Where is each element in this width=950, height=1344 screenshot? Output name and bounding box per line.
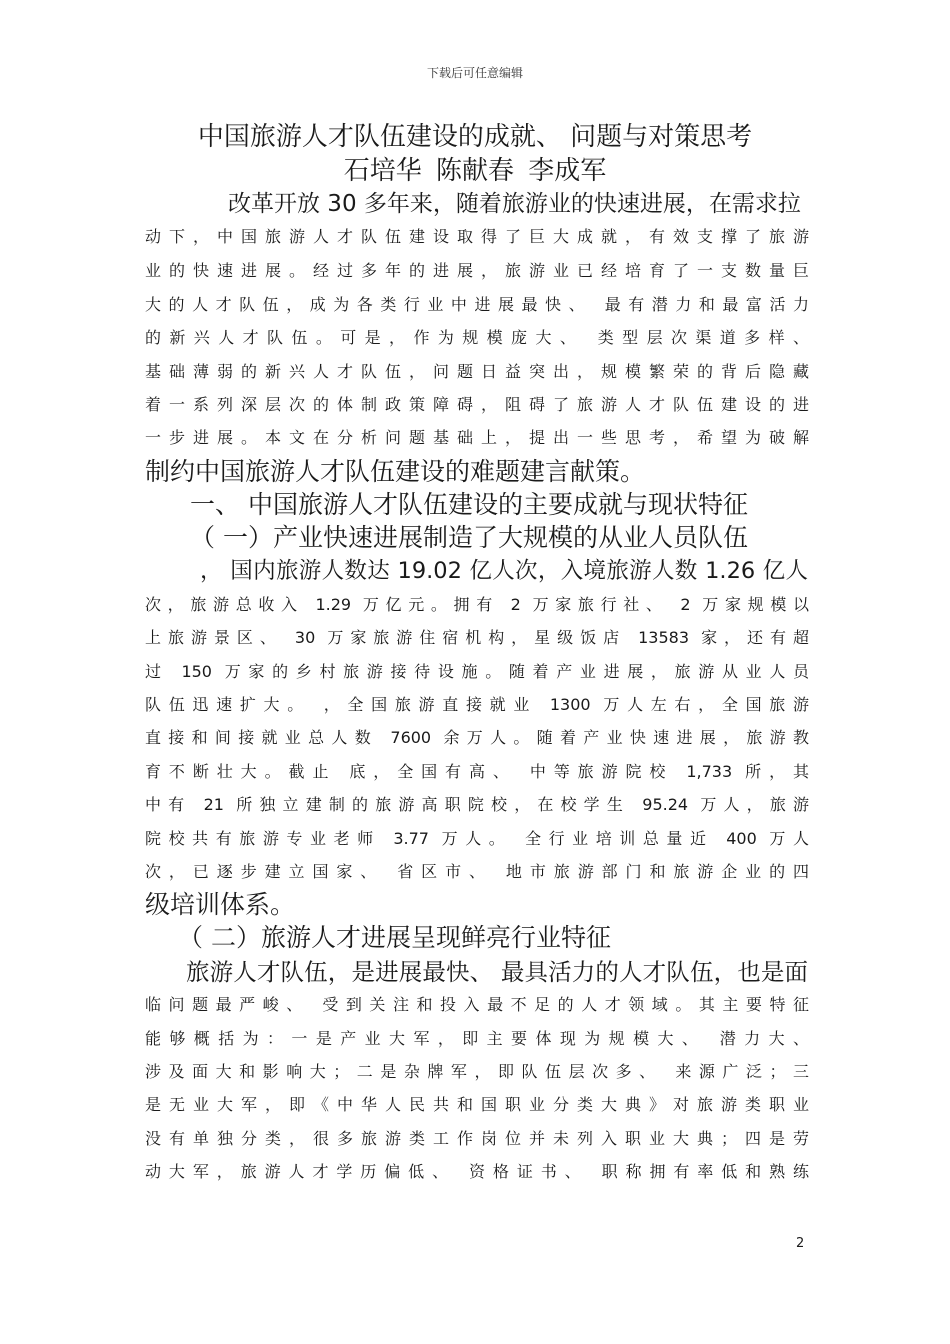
body-line: 次，已逐步建立国家、 省区市、 地市旅游部门和旅游企业的四 (145, 862, 809, 881)
body-line: 能够概括为：一是产业大军，即主要体现为规模大、 潜力大、 (145, 1029, 809, 1048)
subsection-heading: （ 二）旅游人才进展呈现鲜亮行业特征 (178, 923, 611, 952)
document-title: 中国旅游人才队伍建设的成就、 问题与对策思考 (197, 122, 753, 152)
page-number: 2 (796, 1236, 805, 1251)
body-line: 过 150 万家的乡村旅游接待设施。随着产业进展，旅游从业人员 (145, 662, 809, 681)
subsection-heading: （ 一）产业快速进展制造了大规模的从业人员队伍 (190, 523, 748, 552)
body-line: 临问题最严峻、 受到关注和投入最不足的人才领域。其主要特征 (145, 995, 809, 1014)
body-line: 制约中国旅游人才队伍建设的难题建言献策。 (145, 457, 646, 486)
body-line: 旅游人才队伍，是进展最快、 最具活力的人才队伍，也是面 (186, 958, 808, 986)
section-heading: 一、 中国旅游人才队伍建设的主要成就与现状特征 (190, 490, 748, 519)
body-line: 育不断壮大。截止 底，全国有高、 中等旅游院校 1,733 所，其 (145, 762, 809, 781)
body-line: 着一系列深层次的体制政策障碍，阻碍了旅游人才队伍建设的进 (145, 395, 809, 414)
body-line: 大的人才队伍，成为各类行业中进展最快、 最有潜力和最富活力 (145, 295, 809, 314)
body-line: 动下，中国旅游人才队伍建设取得了巨大成就，有效支撑了旅游 (145, 227, 809, 246)
body-line: 是无业大军，即《中华人民共和国职业分类大典》对旅游类职业 (145, 1095, 809, 1114)
page-header: 下载后可任意编辑 (426, 66, 523, 80)
body-line: 队伍迅速扩大。 ，全国旅游直接就业 1300 万人左右，全国旅游 (145, 695, 809, 714)
body-line: 没有单独分类，很多旅游类工作岗位并未列入职业大典；四是劳 (145, 1129, 809, 1148)
document-authors: 石培华 陈献春 李成军 (343, 156, 607, 186)
body-line: 级培训体系。 (145, 890, 296, 919)
body-line: 中有 21 所独立建制的旅游高职院校，在校学生 95.24 万人，旅游 (145, 795, 809, 814)
body-line: 上旅游景区、 30 万家旅游住宿机构，星级饭店 13583 家，还有超 (145, 628, 809, 647)
body-line: 业的快速进展。经过多年的进展，旅游业已经培育了一支数量巨 (145, 261, 809, 280)
body-line: 基础薄弱的新兴人才队伍，问题日益突出，规模繁荣的背后隐藏 (145, 362, 809, 381)
body-line: 的新兴人才队伍。可是，作为规模庞大、 类型层次渠道多样、 (145, 328, 809, 347)
body-line: 一步进展。本文在分析问题基础上，提出一些思考，希望为破解 (145, 428, 809, 447)
body-line: 直接和间接就业总人数 7600 余万人。随着产业快速进展，旅游教 (145, 728, 809, 747)
body-line: 院校共有旅游专业老师 3.77 万人。 全行业培训总量近 400 万人 (145, 829, 809, 848)
body-line: 涉及面大和影响大；二是杂牌军，即队伍层次多、 来源广泛；三 (145, 1062, 809, 1081)
body-line: 改革开放 30 多年来，随着旅游业的快速进展，在需求拉 (228, 191, 801, 217)
body-line: 动大军，旅游人才学历偏低、 资格证书、 职称拥有率低和熟练 (145, 1162, 809, 1181)
body-line: ， 国内旅游人数达 19.02 亿人次，入境旅游人数 1.26 亿人 (200, 558, 808, 584)
body-line: 次，旅游总收入 1.29 万亿元。拥有 2 万家旅行社、 2 万家规模以 (145, 595, 809, 614)
